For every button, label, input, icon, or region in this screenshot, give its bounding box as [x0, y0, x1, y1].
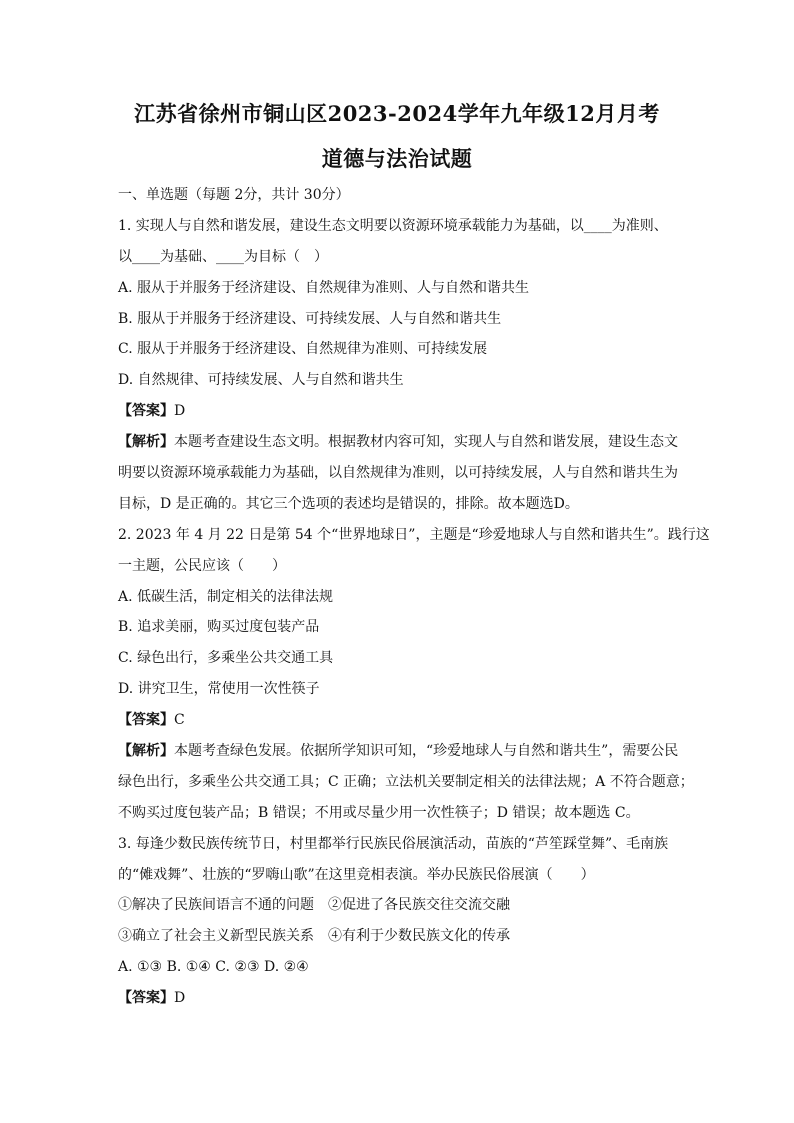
analysis-tag: 【解析】	[118, 434, 174, 451]
analysis-line	[118, 736, 678, 767]
title-block	[0, 100, 794, 173]
analysis-tag: 【解析】	[118, 743, 174, 760]
analysis-line: 不购买过度包装产品；B 错误；不用或尽量少用一次性筷子；D 错误；故本题选 C。	[118, 804, 640, 821]
answer-line	[118, 983, 678, 1014]
document-body	[118, 180, 710, 1014]
question-stem-line: 3. 每逢少数民族传统节日，村里都举行民族民俗展演活动，苗族的“芦笙踩堂舞”、毛南族	[118, 835, 669, 852]
option-b: B. 追求美丽，购买过度包装产品	[118, 619, 320, 636]
question-stem-line: 以____为基础、____为目标（ ）	[118, 248, 328, 265]
document-subtitle: 道德与法治试题	[321, 146, 473, 171]
question-stem-line: 的“傩戏舞”、壮族的“罗嗨山歌”在这里竞相表演。举办民族民俗展演（ ）	[118, 866, 595, 883]
section-heading: 一、单选题（每题 2分，共计 30分）	[118, 187, 350, 203]
question-stem-line: 2. 2023 年 4 月 22 日是第 54 个“世界地球日”，主题是“珍爱地球人与自然和谐共生”。践行这	[118, 526, 710, 543]
question-1	[118, 211, 678, 520]
analysis-text: 本题考查绿色发展。依据所学知识可知，“珍爱地球人与自然和谐共生”，需要公民	[174, 743, 679, 760]
answer-value: D	[174, 990, 186, 1007]
question-2	[118, 520, 710, 829]
option-c: C. 服从于并服务于经济建设、自然规律为准则、可持续发展	[118, 341, 488, 358]
analysis-line: 目标，D 是正确的。其它三个选项的表述均是错误的，排除。故本题选D。	[118, 495, 579, 512]
answer-value: D	[174, 403, 186, 420]
analysis-line: 明要以资源环境承载能力为基础，以自然规律为准则，以可持续发展，人与自然和谐共生为	[118, 465, 678, 482]
statement-line: ①解决了民族间语言不通的问题 ②促进了各民族交往交流交融	[118, 897, 510, 914]
answer-tag: 【答案】	[118, 990, 174, 1007]
answer-line	[118, 396, 678, 427]
answer-line	[118, 705, 678, 736]
option-c: C. 绿色出行，多乘坐公共交通工具	[118, 650, 334, 667]
option-d: D. 讲究卫生，常使用一次性筷子	[118, 681, 320, 698]
analysis-text: 本题考查建设生态文明。根据教材内容可知，实现人与自然和谐发展，建设生态文	[174, 434, 678, 451]
answer-value: C	[174, 712, 185, 729]
option-a: A. 服从于并服务于经济建设、自然规律为准则、人与自然和谐共生	[118, 279, 530, 296]
answer-tag: 【答案】	[118, 712, 174, 729]
question-stem-line: 一主题，公民应该（ ）	[118, 557, 286, 574]
choices-line: A. ①③ B. ①④ C. ②③ D. ②④	[118, 959, 309, 976]
analysis-line	[118, 427, 678, 458]
analysis-line: 绿色出行，多乘坐公共交通工具；C 正确；立法机关要制定相关的法律法规；A 不符合题意；	[118, 773, 694, 790]
statement-line: ③确立了社会主义新型民族关系 ④有利于少数民族文化的传承	[118, 928, 510, 945]
option-d: D. 自然规律、可持续发展、人与自然和谐共生	[118, 372, 404, 389]
document-title: 江苏省徐州市铜山区2023-2024学年九年级12月月考	[134, 101, 660, 126]
option-a: A. 低碳生活，制定相关的法律法规	[118, 588, 334, 605]
option-b: B. 服从于并服务于经济建设、可持续发展、人与自然和谐共生	[118, 310, 502, 327]
question-3	[118, 829, 678, 1014]
answer-tag: 【答案】	[118, 403, 174, 420]
question-stem-line: 1. 实现人与自然和谐发展，建设生态文明要以资源环境承载能力为基础，以____为准则、	[118, 217, 668, 234]
